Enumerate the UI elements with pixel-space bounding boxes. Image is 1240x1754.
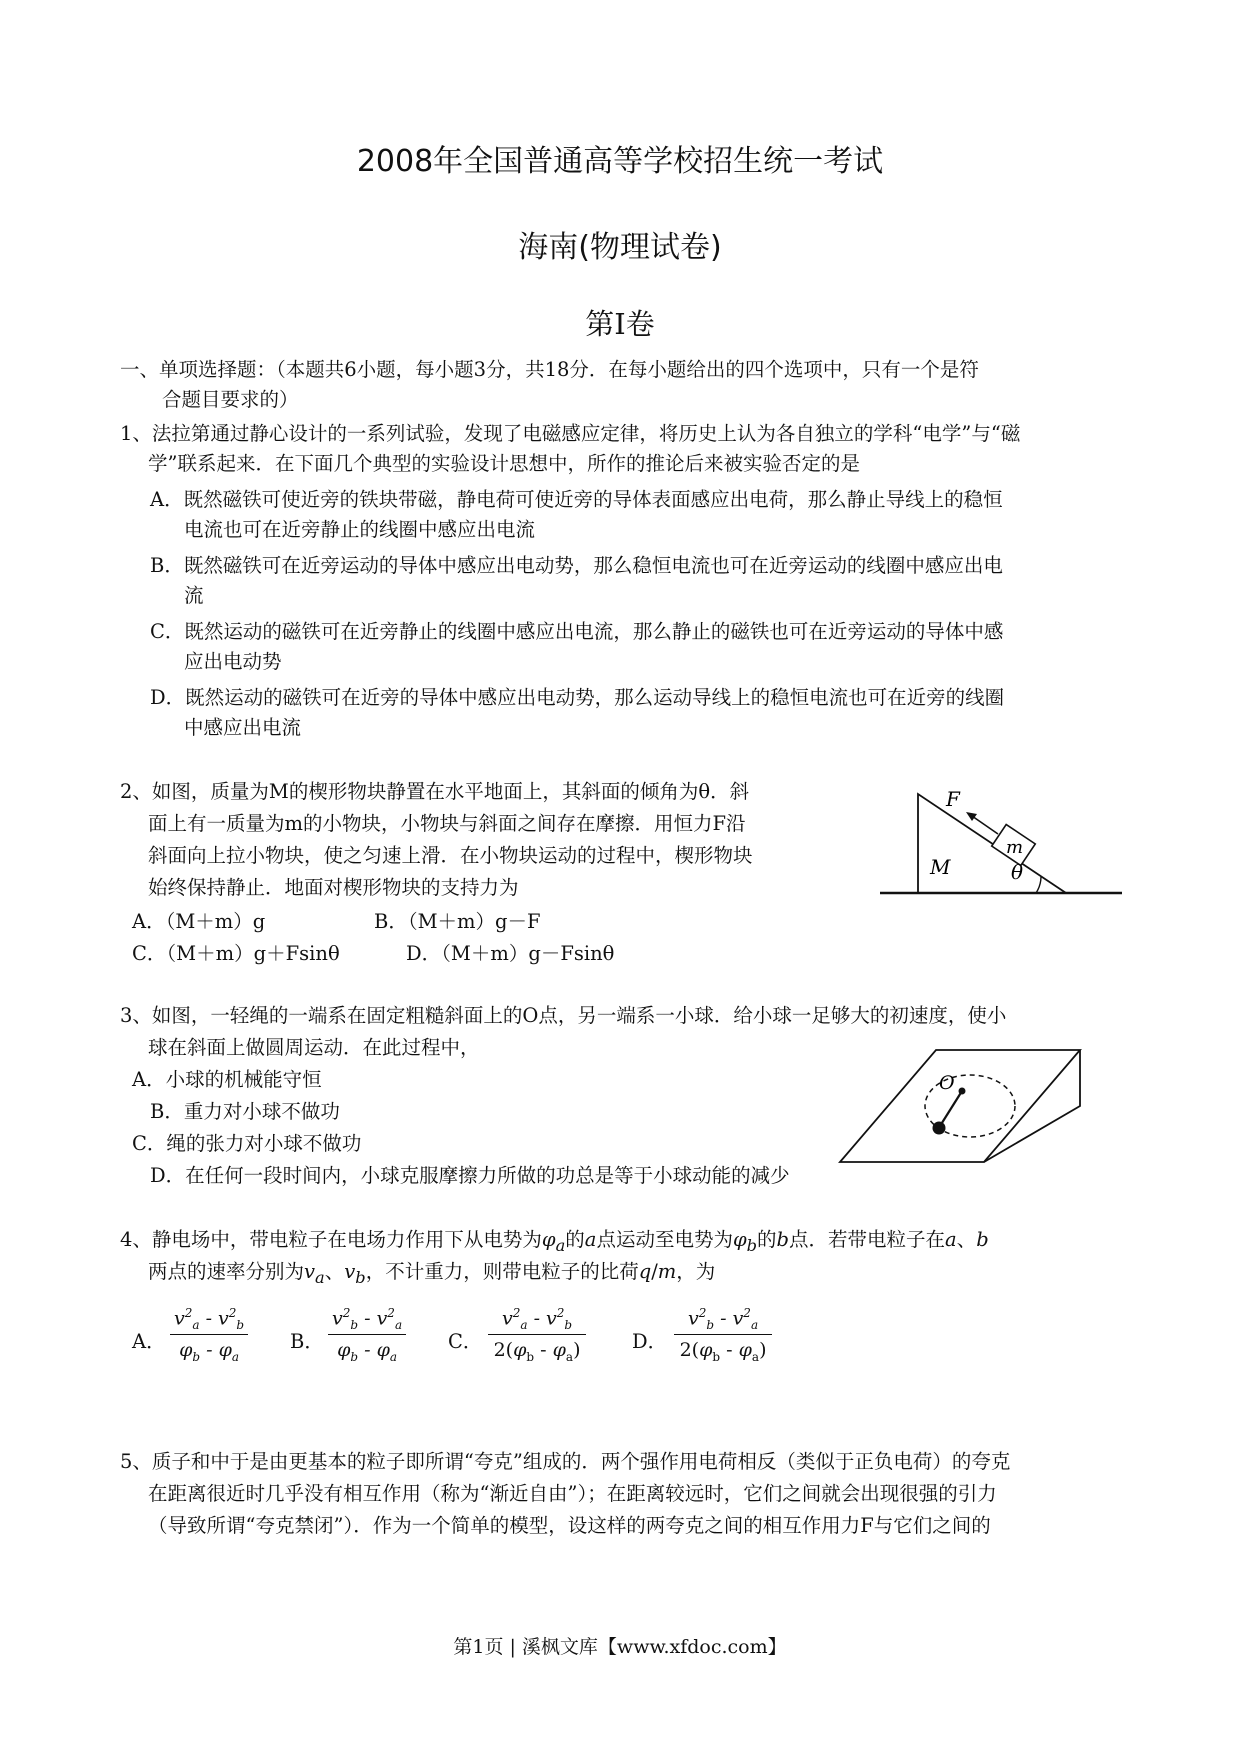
q4-option-c-label: C． — [448, 1330, 483, 1353]
q2-option-d: D．（M＋m）g－Fsinθ — [406, 942, 615, 965]
page-footer: 第1页 | 溪枫文库【www.xfdoc.com】 — [453, 1636, 787, 1658]
q3-option-a: A．小球的机械能守恒 — [132, 1068, 322, 1091]
section-heading: 一、单项选择题：（本题共6小题，每小题3分，共18分．在每小题给出的四个选项中，只有一个是符 — [120, 358, 979, 381]
q5-stem-cont2: （导致所谓“夸克禁闭”）．作为一个简单的模型，设这样的两夸克之间的相互作用力F与它们之间的 — [148, 1514, 991, 1537]
q1-option-c: C．既然运动的磁铁可在近旁静止的线圈中感应出电流，那么静止的磁铁也可在近旁运动的导体中感 — [150, 620, 1004, 643]
q1-stem: 1、法拉第通过静心设计的一系列试验，发现了电磁感应定律，将历史上认为各自独立的学科“电学”与“磁 — [120, 422, 1021, 445]
q4-stem-cont — [148, 1258, 715, 1292]
q3-incline-figure — [836, 1040, 1096, 1166]
q4-option-d-label: D． — [632, 1330, 668, 1353]
q4-option-b-fraction: $\frac{v^2_b - v^2_a}{\varphi_b - \varphi_a}$ — [328, 1306, 406, 1364]
q4-stem — [120, 1226, 989, 1260]
q1-option-d-cont: 中感应出电流 — [184, 716, 302, 739]
q5-stem: 5、质子和中于是由更基本的粒子即所谓“夸克”组成的．两个强作用电荷相反（类似于正负电荷）的夸克 — [120, 1450, 1011, 1473]
q4-option-d-fraction: $\frac{v^2_b - v^2_a}{2(\varphi_b - \varphi_a)}$ — [674, 1306, 772, 1364]
q3-stem: 3、如图，一轻绳的一端系在固定粗糙斜面上的O点，另一端系一小球．给小球一足够大的初速度，使小 — [120, 1004, 1007, 1027]
q1-option-a-cont: 电流也可在近旁静止的线圈中感应出电流 — [184, 518, 536, 541]
q2-stem: 2、如图，质量为M的楔形物块静置在水平地面上，其斜面的倾角为θ．斜 — [120, 780, 750, 803]
wedge-label: M — [930, 855, 951, 879]
angle-arc — [1036, 877, 1041, 893]
exam-subtitle: 海南(物理试卷) — [518, 230, 722, 265]
q3-option-d: D．在任何一段时间内，小球克服摩擦力所做的功总是等于小球动能的减少 — [150, 1164, 790, 1187]
exam-title: 2008年全国普通高等学校招生统一考试 — [356, 144, 884, 179]
q2-wedge-figure — [876, 776, 1136, 906]
force-arrow-shaft — [972, 816, 998, 834]
q3-option-c: C．绳的张力对小球不做功 — [132, 1132, 362, 1155]
force-arrow-head — [966, 812, 977, 821]
q4-stem-text: 4、静电场中，带电粒子在电场力作用下从电势为$\varphi_a$的a点运动至电势为$\varphi_b$的b点．若带电粒子在a、b — [120, 1228, 989, 1255]
q1-option-a: A．既然磁铁可使近旁的铁块带磁，静电荷可使近旁的导体表面感应出电荷，那么静止导线上的稳恒 — [150, 488, 1003, 511]
force-label: F — [946, 787, 960, 811]
incline-top-face — [840, 1050, 1080, 1162]
q4-option-c-fraction: $\frac{v^2_a - v^2_b}{2(\varphi_b - \varphi_a)}$ — [488, 1306, 586, 1364]
q4-stem-text-cont: 两点的速率分别为$v_a$、$v_b$，不计重力，则带电粒子的比荷q/m，为 — [148, 1260, 716, 1287]
rope — [940, 1091, 962, 1126]
q2-option-a: A．（M＋m）g — [132, 910, 266, 933]
q1-stem-cont: 学”联系起来．在下面几个典型的实验设计思想中，所作的推论后来被实验否定的是 — [148, 452, 860, 475]
q1-option-c-cont: 应出电动势 — [184, 650, 282, 673]
section-heading-cont: 合题目要求的） — [162, 388, 299, 411]
ball — [933, 1122, 946, 1135]
q3-option-b: B．重力对小球不做功 — [150, 1100, 340, 1123]
q1-option-d: D．既然运动的磁铁可在近旁的导体中感应出电动势，那么运动导线上的稳恒电流也可在近旁的线圈 — [150, 686, 1005, 709]
q4-option-a-fraction: $\frac{v^2_a - v^2_b}{\varphi_b - \varphi_a}$ — [170, 1306, 248, 1364]
q3-stem-cont: 球在斜面上做圆周运动．在此过程中， — [148, 1036, 480, 1059]
q1-option-b-cont: 流 — [184, 584, 204, 607]
q5-stem-cont1: 在距离很近时几乎没有相互作用（称为“渐近自由”）；在距离较远时，它们之间就会出现很强的引力 — [148, 1482, 997, 1505]
q4-option-a-label: A． — [132, 1330, 166, 1353]
q2-stem-cont1: 面上有一质量为m的小物块，小物块与斜面之间存在摩擦．用恒力F沿 — [148, 812, 746, 835]
block-label: m — [1006, 837, 1024, 858]
q2-stem-cont3: 始终保持静止．地面对楔形物块的支持力为 — [148, 876, 519, 899]
angle-label: θ — [1011, 860, 1024, 884]
q2-option-b: B．（M＋m）g－F — [374, 910, 541, 933]
pivot-label: O — [939, 1072, 955, 1094]
volume-heading: 第Ⅰ卷 — [585, 307, 655, 341]
q1-option-b: B．既然磁铁可在近旁运动的导体中感应出电动势，那么稳恒电流也可在近旁运动的线圈中感应出电 — [150, 554, 1003, 577]
q4-option-b-label: B． — [290, 1330, 324, 1353]
q2-stem-cont2: 斜面向上拉小物块，使之匀速上滑．在小物块运动的过程中，楔形物块 — [148, 844, 753, 867]
q2-option-c: C．（M＋m）g＋Fsinθ — [132, 942, 340, 965]
